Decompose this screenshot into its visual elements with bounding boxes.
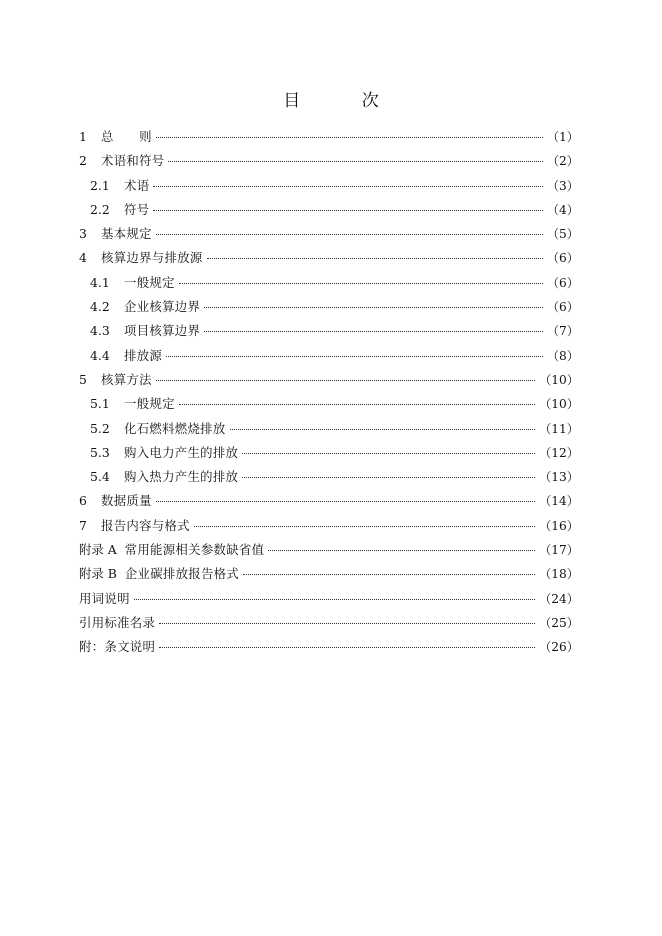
toc-entry-number: 1 xyxy=(79,129,87,144)
page-title: 目 次 xyxy=(283,91,407,111)
toc-entry-page: （17） xyxy=(539,543,579,558)
toc-entry-number: 5.3 xyxy=(90,444,110,460)
toc-entry[interactable] xyxy=(79,637,579,661)
toc-entry-page: （6） xyxy=(546,251,579,266)
toc-entry-label: 核算方法 xyxy=(101,371,152,387)
toc-entry-page: （10） xyxy=(539,397,579,412)
toc-entry-page: （3） xyxy=(546,178,579,193)
toc-entry-page: （7） xyxy=(546,324,579,339)
toc-entry-page: （26） xyxy=(539,640,579,655)
toc-entry-label: 基本规定 xyxy=(101,226,152,242)
toc-entry[interactable] xyxy=(79,589,579,613)
toc-entry-number: 5.4 xyxy=(90,469,110,485)
toc-entry[interactable] xyxy=(79,176,579,200)
toc-entry[interactable] xyxy=(79,419,579,443)
toc-entry-label: 企业碳排放报告格式 xyxy=(124,566,240,582)
toc-entry[interactable] xyxy=(79,273,579,297)
toc-entry[interactable] xyxy=(79,467,579,491)
toc-entry[interactable] xyxy=(79,151,579,175)
toc-entry-number: 5 xyxy=(79,371,87,387)
dot-leader xyxy=(268,550,535,551)
toc-entry-number: 4.4 xyxy=(90,347,110,363)
toc-entry-page: （12） xyxy=(539,445,579,460)
toc-entry-number: 4 xyxy=(79,250,87,266)
toc-entry-number: 5.2 xyxy=(90,420,110,436)
toc-entry-label: 附：条文说明 xyxy=(79,639,156,655)
dot-leader xyxy=(204,331,543,332)
toc-entry-number: 2 xyxy=(79,153,87,169)
toc-entry-page: （8） xyxy=(546,348,579,363)
toc-entry[interactable] xyxy=(79,540,579,564)
toc-entry-number: 4.1 xyxy=(90,274,110,290)
dot-leader xyxy=(159,647,535,648)
toc-entry-page: （18） xyxy=(539,567,579,582)
dot-leader xyxy=(243,574,535,575)
dot-leader xyxy=(153,210,542,211)
dot-leader xyxy=(179,283,543,284)
dot-leader xyxy=(153,186,542,187)
toc-entry-label: 数据质量 xyxy=(101,493,152,509)
toc-entry[interactable] xyxy=(79,491,579,515)
dot-leader xyxy=(168,161,542,162)
toc-entry-page: （10） xyxy=(539,372,579,387)
toc-entry[interactable] xyxy=(79,200,579,224)
toc-entry[interactable] xyxy=(79,297,579,321)
toc-entry-number: 7 xyxy=(79,517,87,533)
toc-entry-label: 术语 xyxy=(124,177,150,193)
dot-leader xyxy=(179,404,535,405)
toc-entry-page: （2） xyxy=(546,154,579,169)
toc-entry-page: （11） xyxy=(539,421,579,436)
toc-entry-label: 常用能源相关参数缺省值 xyxy=(124,542,265,558)
toc-entry-label: 一般规定 xyxy=(124,396,175,412)
dot-leader xyxy=(134,599,535,600)
toc-entry-page: （5） xyxy=(546,227,579,242)
dot-leader xyxy=(156,137,543,138)
toc-entry[interactable] xyxy=(79,564,579,588)
toc-entry-number: 4.2 xyxy=(90,299,110,315)
dot-leader xyxy=(194,526,535,527)
toc-entry-label: 购入电力产生的排放 xyxy=(124,444,239,460)
toc-entry-label: 符号 xyxy=(124,201,150,217)
toc-entry-number: 附录 B xyxy=(79,566,117,582)
toc-entry-page: （24） xyxy=(539,591,579,606)
dot-leader xyxy=(242,477,535,478)
toc-entry-label: 核算边界与排放源 xyxy=(101,250,203,266)
toc-entry-page: （25） xyxy=(539,615,579,630)
toc-entry-label: 排放源 xyxy=(124,347,163,363)
toc-entry-page: （6） xyxy=(546,275,579,290)
toc-entry-label: 项目核算边界 xyxy=(124,323,201,339)
toc-entry[interactable] xyxy=(79,370,579,394)
toc-entry-page: （14） xyxy=(539,494,579,509)
toc-entry[interactable] xyxy=(79,346,579,370)
dot-leader xyxy=(166,356,543,357)
toc-entry[interactable] xyxy=(79,224,579,248)
dot-leader xyxy=(204,307,543,308)
toc-entry-label: 术语和符号 xyxy=(101,153,165,169)
toc-entry[interactable] xyxy=(79,613,579,637)
toc-entry-page: （13） xyxy=(539,470,579,485)
toc-entry-page: （16） xyxy=(539,518,579,533)
toc-entry-number: 6 xyxy=(79,493,87,509)
dot-leader xyxy=(159,623,535,624)
dot-leader xyxy=(207,258,543,259)
toc-entry-number: 5.1 xyxy=(90,396,110,412)
toc-entry-label: 引用标准名录 xyxy=(79,614,156,630)
dot-leader xyxy=(156,501,535,502)
toc-entry-label: 总 则 xyxy=(101,129,152,144)
dot-leader xyxy=(156,380,535,381)
toc-entry-page: （4） xyxy=(546,202,579,217)
dot-leader xyxy=(156,234,543,235)
toc-entry[interactable] xyxy=(79,443,579,467)
table-of-contents xyxy=(79,127,579,662)
toc-entry-label: 用词说明 xyxy=(79,590,130,606)
toc-entry-number: 3 xyxy=(79,226,87,242)
toc-entry-page: （6） xyxy=(546,300,579,315)
toc-entry-number: 2.1 xyxy=(90,177,110,193)
toc-entry-label: 企业核算边界 xyxy=(124,299,201,315)
toc-entry[interactable] xyxy=(79,127,579,151)
toc-entry[interactable] xyxy=(79,248,579,272)
toc-entry-label: 一般规定 xyxy=(124,274,175,290)
toc-entry-label: 购入热力产生的排放 xyxy=(124,469,239,485)
dot-leader xyxy=(242,453,535,454)
toc-entry-number: 2.2 xyxy=(90,201,110,217)
toc-entry[interactable] xyxy=(79,321,579,345)
toc-entry-number: 4.3 xyxy=(90,323,110,339)
toc-entry-page: （1） xyxy=(546,130,579,144)
dot-leader xyxy=(230,429,536,430)
toc-entry[interactable] xyxy=(79,394,579,418)
toc-entry-label: 化石燃料燃烧排放 xyxy=(124,420,226,436)
toc-entry-label: 报告内容与格式 xyxy=(101,517,190,533)
toc-entry[interactable] xyxy=(79,516,579,540)
toc-entry-number: 附录 A xyxy=(79,542,117,558)
